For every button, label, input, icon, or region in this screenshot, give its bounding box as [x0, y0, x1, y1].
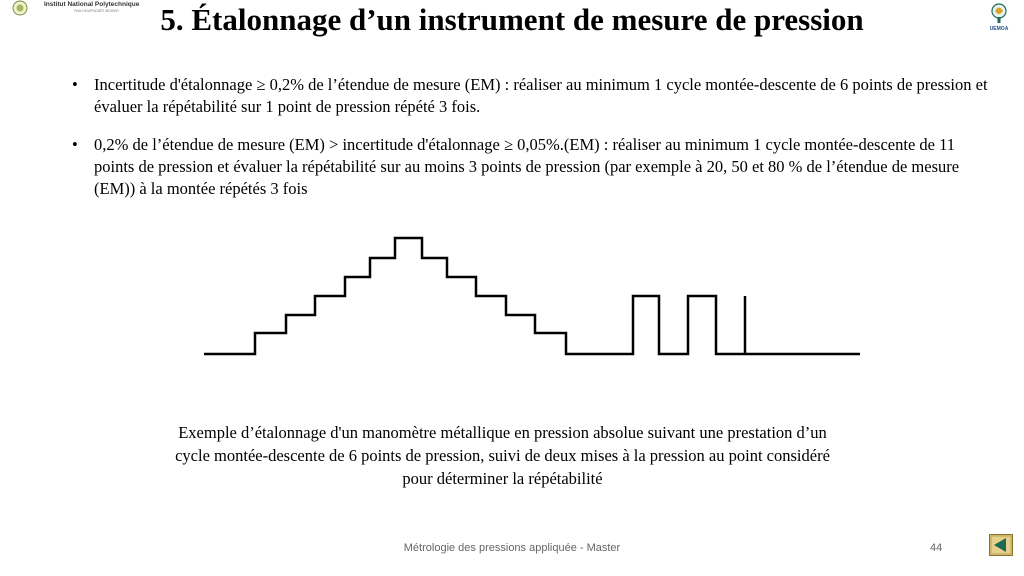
pressure-step-curve [204, 238, 860, 354]
bullet-text: Incertitude d'étalonnage ≥ 0,2% de l’étendue de mesure (EM) : réaliser au minimum 1 cycle montée-descente de 6 points de pression et évaluer la répétabilité sur 1 point de pression répété 3 fois. [94, 75, 988, 116]
bullet-item [72, 134, 997, 200]
bullet-marker: • [72, 135, 78, 154]
page-number: 44 [930, 542, 943, 554]
inp-logo-subtitle: Félix HOUPHOUËT-BOIGNY [74, 9, 120, 13]
bullet-list [72, 74, 997, 216]
bullet-item [72, 74, 997, 118]
pressure-cycle-diagram [200, 232, 865, 358]
caption-line: pour déterminer la répétabilité [402, 469, 603, 488]
back-arrow-icon [989, 534, 1013, 556]
back-button[interactable] [989, 534, 1013, 556]
caption-line: Exemple d’étalonnage d'un manomètre métallique en pression absolue suivant une prestation d’un [178, 423, 827, 442]
figure-caption [100, 421, 905, 490]
bullet-marker: • [72, 75, 78, 94]
bullet-text: 0,2% de l’étendue de mesure (EM) > incertitude d'étalonnage ≥ 0,05%.(EM) : réaliser au minimum 1 cycle montée-descente de 11 points de pression et évaluer la répétabilité sur au moins 3 points de pression (par exemple à 20, 50 et 80 % de l’étendue de mesure (EM)) à la montée répétés 3 fois [94, 135, 960, 198]
slide-title: 5. Étalonnage d’un instrument de mesure de pression [160, 2, 864, 37]
caption-line: cycle montée-descente de 6 points de pression, suivi de deux mises à la pression au point considéré [175, 446, 830, 465]
inp-logo-name: Institut National Polytechnique [44, 1, 140, 8]
uemoa-logo-text: UEMOA [989, 26, 1009, 32]
slide-footer: Métrologie des pressions appliquée - Master [403, 542, 621, 554]
